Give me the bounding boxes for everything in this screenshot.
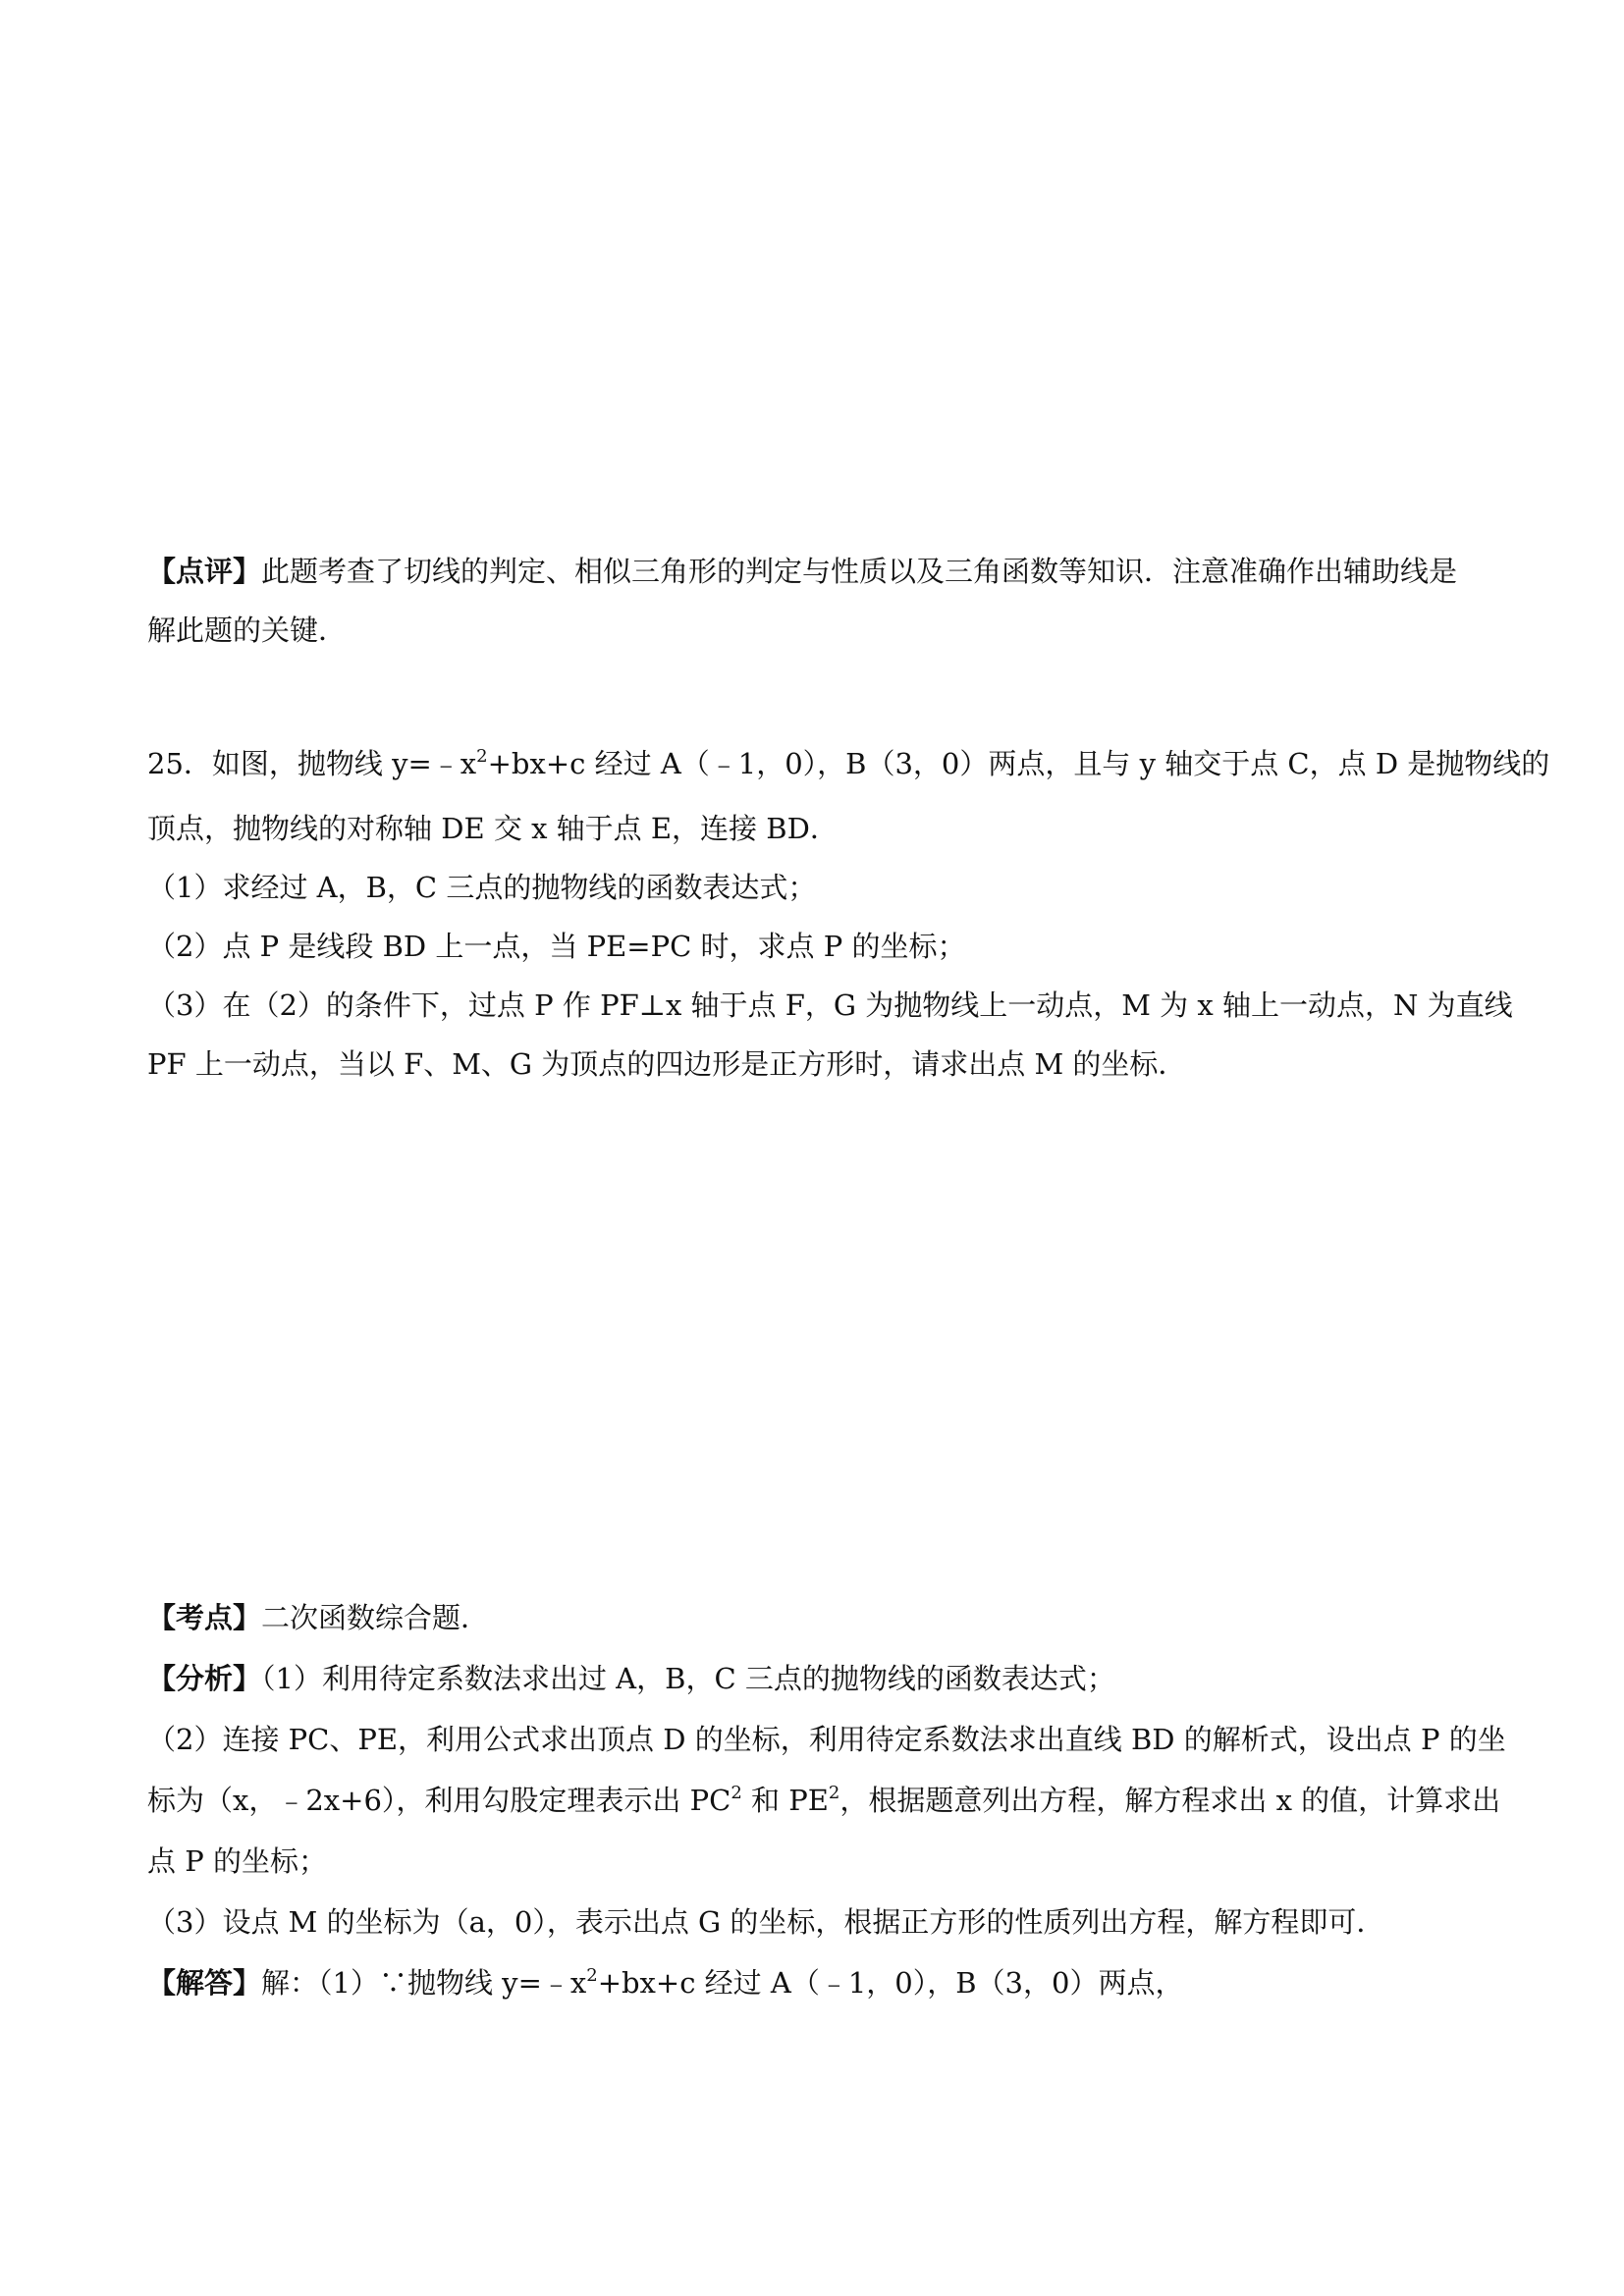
comment-text-1: 此题考查了切线的判定、相似三角形的判定与性质以及三角函数等知识．注意准确作出辅助线是 — [261, 555, 1458, 588]
fenxi-line-1 — [147, 1659, 1115, 1698]
question-2: （2）点 P 是线段 BD 上一点，当 PE=PC 时，求点 P 的坐标； — [147, 930, 966, 963]
jieda-tag: 【解答】 — [147, 1966, 262, 2000]
superscript: 2 — [828, 1783, 840, 1803]
problem-text-1a: 如图，抛物线 y=﹣x — [211, 747, 477, 780]
problem-text-1b: +bx+c 经过 A（﹣1，0），B（3，0）两点，且与 y 轴交于点 C，点 D 是抛物线的 — [487, 747, 1550, 780]
problem-text-2: 顶点，抛物线的对称轴 DE 交 x 轴于点 E，连接 BD． — [147, 812, 839, 845]
jieda-text-a: 解：（1）∵抛物线 y=﹣x — [261, 1966, 587, 2000]
fenxi-text-3c: ，根据题意列出方程，解方程求出 x 的值，计算求出 — [839, 1784, 1501, 1817]
fenxi-text-1: （1）利用待定系数法求出过 A，B，C 三点的抛物线的函数表达式； — [261, 1662, 1115, 1695]
problem-line-2 — [147, 809, 839, 848]
problem-line-1 — [147, 744, 1549, 783]
comment-text-2: 解此题的关键． — [147, 614, 348, 647]
question-1: （1）求经过 A，B，C 三点的抛物线的函数表达式； — [147, 871, 817, 904]
superscript: 2 — [586, 1965, 598, 1986]
comment-line-1 — [147, 552, 1457, 591]
fenxi-line-5: （3）设点 M 的坐标为（a，0），表示出点 G 的坐标，根据正方形的性质列出方程，解方程即可． — [147, 1905, 1385, 1939]
fenxi-tag: 【分析】 — [147, 1662, 262, 1695]
jieda-text-b: +bx+c 经过 A（﹣1，0），B（3，0）两点， — [597, 1966, 1184, 2000]
question-3-line-1: （3）在（2）的条件下，过点 P 作 PF⊥x 轴于点 F，G 为抛物线上一动点，M 为 x 轴上一动点，N 为直线 — [147, 988, 1513, 1022]
problem-number: 25． — [147, 747, 212, 780]
fenxi-text-3b: 和 PE — [741, 1784, 829, 1817]
jieda-line — [147, 1963, 1183, 2002]
comment-line-2 — [147, 611, 347, 650]
kaodian-line — [147, 1598, 489, 1637]
comment-tag: 【点评】 — [147, 555, 262, 588]
fenxi-text-3a: 标为（x，﹣2x+6），利用勾股定理表示出 PC — [147, 1784, 731, 1817]
fenxi-line-2: （2）连接 PC、PE，利用公式求出顶点 D 的坐标，利用待定系数法求出直线 BD 的解析式，设出点 P 的坐 — [147, 1723, 1506, 1756]
kaodian-text: 二次函数综合题． — [261, 1601, 490, 1634]
fenxi-line-4: 点 P 的坐标； — [147, 1844, 327, 1878]
superscript: 2 — [731, 1783, 742, 1803]
fenxi-line-3 — [147, 1781, 1500, 1820]
kaodian-tag: 【考点】 — [147, 1601, 262, 1634]
superscript: 2 — [476, 746, 488, 767]
question-3-line-2: PF 上一动点，当以 F、M、G 为顶点的四边形是正方形时，请求出点 M 的坐标． — [147, 1047, 1187, 1081]
